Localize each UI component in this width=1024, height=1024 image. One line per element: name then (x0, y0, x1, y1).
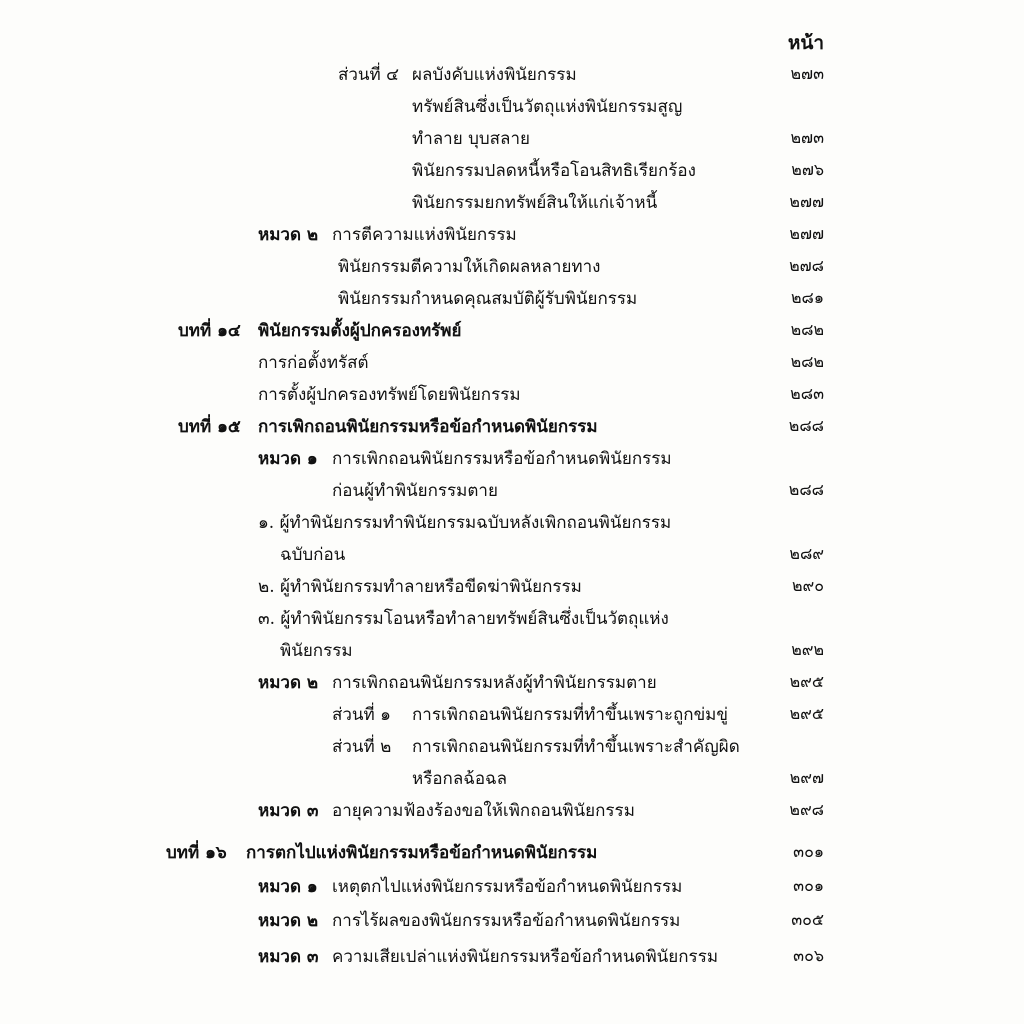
toc-entry (0, 218, 1024, 250)
toc-entry (0, 506, 1024, 538)
entry-page: ๒๗๗ (789, 192, 824, 211)
entry-page: ๓๐๑ (793, 842, 824, 861)
toc-entry (0, 836, 1024, 868)
entry-label: หมวด ๒ (258, 224, 319, 245)
entry-page: ๒๘๘ (788, 416, 824, 435)
toc-entry (0, 794, 1024, 826)
entry-title: การเพิกถอนพินัยกรรมหรือข้อกำหนดพินัยกรรม (332, 448, 672, 469)
entry-page: ๓๐๑ (793, 876, 824, 895)
toc-entry (0, 538, 1024, 570)
toc-entry (0, 762, 1024, 794)
toc-entry (0, 314, 1024, 346)
entry-title: การเพิกถอนพินัยกรรมหรือข้อกำหนดพินัยกรรม (258, 416, 598, 437)
toc-entry (0, 602, 1024, 634)
entry-title: ทำลาย บุบสลาย (412, 128, 530, 149)
toc-entry (0, 570, 1024, 602)
entry-label: บทที่ ๑๕ (178, 416, 241, 437)
page-column-heading: หน้า (787, 32, 824, 54)
entry-page: ๒๙๗ (789, 768, 824, 787)
toc-entry (0, 186, 1024, 218)
entry-page: ๓๐๕ (791, 910, 824, 929)
entry-title: การตกไปแห่งพินัยกรรมหรือข้อกำหนดพินัยกรรม (246, 842, 598, 863)
entry-label: บทที่ ๑๖ (166, 842, 227, 863)
toc-entry (0, 474, 1024, 506)
toc-entry (0, 904, 1024, 936)
entry-label: หมวด ๒ (258, 672, 319, 693)
toc-entry (0, 122, 1024, 154)
entry-title: ก่อนผู้ทำพินัยกรรมตาย (332, 480, 498, 501)
entry-title: ความเสียเปล่าแห่งพินัยกรรมหรือข้อกำหนดพินัยกรรม (332, 946, 719, 967)
entry-title: การตีความแห่งพินัยกรรม (332, 224, 517, 245)
entry-page: ๒๗๖ (791, 160, 824, 179)
entry-label: หมวด ๑ (258, 448, 318, 469)
toc-entry (0, 698, 1024, 730)
entry-label: หมวด ๑ (258, 876, 318, 897)
entry-page: ๒๙๒ (791, 640, 824, 659)
entry-title: พินัยกรรมกำหนดคุณสมบัติผู้รับพินัยกรรม (338, 288, 638, 309)
entry-title: ทรัพย์สินซึ่งเป็นวัตถุแห่งพินัยกรรมสูญ (412, 96, 683, 117)
entry-title: อายุความฟ้องร้องขอให้เพิกถอนพินัยกรรม (332, 800, 635, 821)
toc-entry (0, 730, 1024, 762)
toc-entry (0, 346, 1024, 378)
entry-label: หมวด ๓ (258, 946, 319, 967)
entry-page: ๒๘๑ (790, 288, 824, 307)
entry-title: เหตุตกไปแห่งพินัยกรรมหรือข้อกำหนดพินัยกรรม (332, 876, 683, 897)
toc-entry (0, 940, 1024, 972)
entry-page: ๒๘๙ (789, 544, 824, 563)
entry-page: ๒๘๘ (788, 480, 824, 499)
entry-label: ส่วนที่ ๔ (338, 64, 400, 85)
entry-page: ๒๗๗ (789, 224, 824, 243)
entry-page: ๒๗๓ (790, 128, 824, 147)
toc-entry (0, 870, 1024, 902)
entry-page: ๓๐๖ (793, 946, 824, 965)
toc-entry (0, 666, 1024, 698)
entry-title: การไร้ผลของพินัยกรรมหรือข้อกำหนดพินัยกรรม (332, 910, 681, 931)
entry-title: พินัยกรรมยกทรัพย์สินให้แก่เจ้าหนี้ (412, 192, 658, 213)
entry-title: การเพิกถอนพินัยกรรมที่ทำขึ้นเพราะสำคัญผิด (412, 736, 740, 757)
toc-entry (0, 634, 1024, 666)
toc-entry (0, 250, 1024, 282)
entry-title: ๓. ผู้ทำพินัยกรรมโอนหรือทำลายทรัพย์สินซึ่งเป็นวัตถุแห่ง (258, 608, 669, 629)
entry-label: ส่วนที่ ๑ (332, 704, 391, 725)
toc-entry (0, 90, 1024, 122)
toc-entry (0, 58, 1024, 90)
entry-title: การก่อตั้งทรัสต์ (258, 352, 369, 373)
entry-page: ๒๙๐ (791, 576, 824, 595)
entry-title: ๑. ผู้ทำพินัยกรรมทำพินัยกรรมฉบับหลังเพิกถอนพินัยกรรม (258, 512, 672, 533)
entry-label: บทที่ ๑๔ (178, 320, 241, 341)
entry-page: ๒๙๕ (789, 704, 824, 723)
entry-title: ๒. ผู้ทำพินัยกรรมทำลายหรือขีดฆ่าพินัยกรรม (258, 576, 582, 597)
entry-label: ส่วนที่ ๒ (332, 736, 392, 757)
entry-title: พินัยกรรมตั้งผู้ปกครองทรัพย์ (258, 320, 462, 341)
entry-title: พินัยกรรมตีความให้เกิดผลหลายทาง (338, 256, 601, 277)
toc-entry (0, 282, 1024, 314)
toc-entry (0, 154, 1024, 186)
entry-page: ๒๘๒ (790, 352, 824, 371)
entry-page: ๒๗๓ (790, 64, 824, 83)
entry-page: ๒๗๘ (789, 256, 824, 275)
entry-page: ๒๙๘ (789, 800, 824, 819)
toc-entry (0, 378, 1024, 410)
entry-label: หมวด ๒ (258, 910, 319, 931)
toc-entry (0, 442, 1024, 474)
entry-title: พินัยกรรมปลดหนี้หรือโอนสิทธิเรียกร้อง (412, 160, 696, 181)
entry-label: หมวด ๓ (258, 800, 319, 821)
entry-page: ๒๘๒ (790, 320, 824, 339)
entry-page: ๒๘๓ (790, 384, 824, 403)
entry-title: การตั้งผู้ปกครองทรัพย์โดยพินัยกรรม (258, 384, 521, 405)
entry-title: การเพิกถอนพินัยกรรมที่ทำขึ้นเพราะถูกข่มขู่ (412, 704, 729, 725)
entry-title: ผลบังคับแห่งพินัยกรรม (412, 64, 577, 85)
entry-title: พินัยกรรม (280, 640, 353, 661)
entry-title: ฉบับก่อน (280, 544, 346, 565)
toc-entry (0, 410, 1024, 442)
entry-page: ๒๙๕ (789, 672, 824, 691)
entry-title: การเพิกถอนพินัยกรรมหลังผู้ทำพินัยกรรมตาย (332, 672, 657, 693)
entry-title: หรือกลฉ้อฉล (412, 768, 508, 789)
